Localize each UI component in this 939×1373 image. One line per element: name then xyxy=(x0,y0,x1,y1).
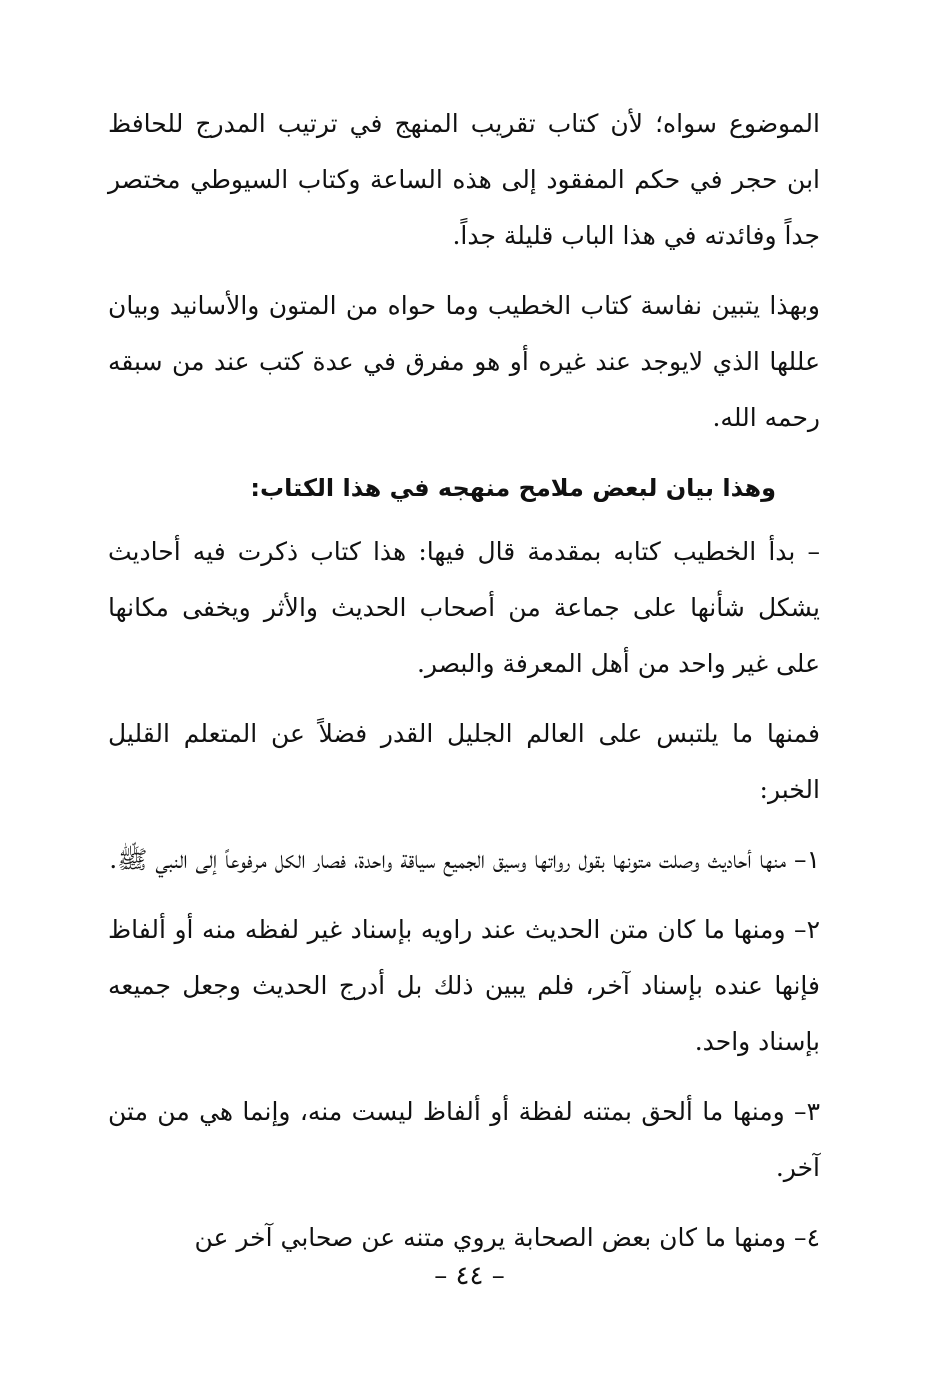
list-item-1: ١– منها أحاديث وصلت متونها بقول رواتها وسيق الجميع سياقة واحدة، فصار الكل مرفوعاً إلى النبي ﷺ. xyxy=(109,845,820,874)
intro-paragraph: – بدأ الخطيب كتابه بمقدمة قال فيها: هذا كتاب ذكرت فيه أحاديث يشكل شأنها على جماعة من أصحاب الحديث والأثر ويخفى مكانها على غير واحد من أهل المعرفة والبصر. xyxy=(108,537,820,678)
list-item-2: ٢– ومنها ما كان متن الحديث عند راويه بإسناد غير لفظه منه أو ألفاظ فإنها عنده بإسناد آخر، فلم يبين ذلك بل أدرج الحديث وجعل جميعه بإسناد واحد. xyxy=(108,915,820,1056)
paragraph-2: وبهذا يتبين نفاسة كتاب الخطيب وما حواه من المتون والأسانيد وبيان عللها الذي لايوجد عند غيره أو هو مفرق في عدة كتب عند من سبقه رحمه الله. xyxy=(108,291,820,432)
list-lead-paragraph: فمنها ما يلتبس على العالم الجليل القدر فضلاً عن المتعلم القليل الخبر: xyxy=(108,719,820,804)
page-body xyxy=(108,96,820,1280)
paragraph-1: الموضوع سواه؛ لأن كتاب تقريب المنهج في ترتيب المدرج للحافظ ابن حجر في حكم المفقود إلى هذه الساعة وكتاب السيوطي مختصر جداً وفائدته في هذا الباب قليلة جداً. xyxy=(108,109,820,250)
page-number: – ٤٤ – xyxy=(434,1261,505,1291)
list-item-3: ٣– ومنها ما ألحق بمتنه لفظة أو ألفاظ ليست منه، وإنما هي من متن آخر. xyxy=(108,1097,820,1182)
list-item-4: ٤– ومنها ما كان بعض الصحابة يروي متنه عن صحابي آخر عن xyxy=(194,1223,820,1252)
section-heading: وهذا بيان لبعض ملامح منهجه في هذا الكتاب: xyxy=(250,474,776,502)
